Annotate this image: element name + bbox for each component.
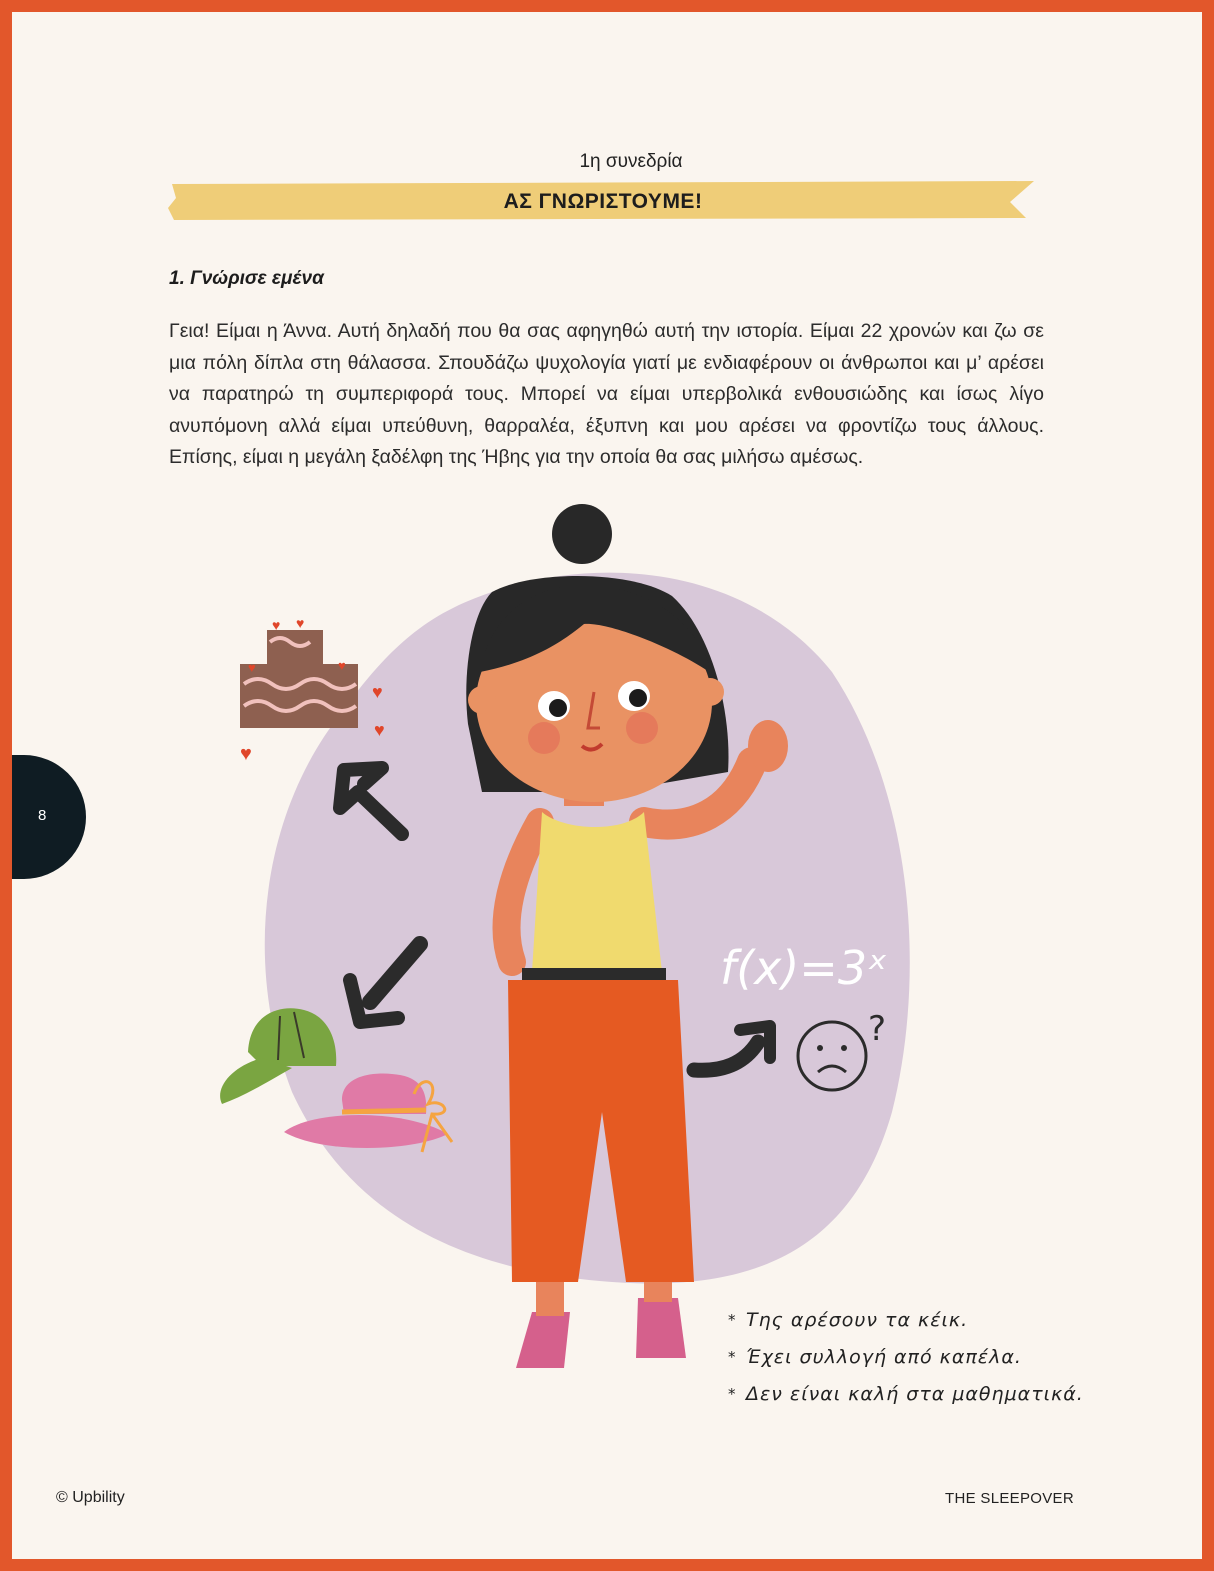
svg-text:♥: ♥ bbox=[240, 743, 252, 765]
session-label: 1η συνεδρία bbox=[579, 151, 683, 172]
fact-item bbox=[728, 1302, 1084, 1339]
svg-text:♥: ♥ bbox=[372, 682, 383, 702]
fact-bullet: * bbox=[728, 1385, 737, 1403]
section-heading: 1. Γνώρισε εμένα bbox=[169, 268, 324, 289]
facts-list bbox=[728, 1302, 1084, 1413]
svg-text:♥: ♥ bbox=[296, 615, 305, 631]
footer-title: THE SLEEPOVER bbox=[945, 1490, 1074, 1507]
fact-text: Της αρέσουν τα κέικ. bbox=[746, 1309, 969, 1331]
footer-copyright: © Upbility bbox=[56, 1489, 125, 1506]
page-number-tab bbox=[12, 755, 86, 879]
fact-bullet: * bbox=[728, 1348, 737, 1366]
svg-text:♥: ♥ bbox=[248, 660, 256, 675]
fact-text: Έχει συλλογή από καπέλα. bbox=[746, 1346, 1022, 1368]
question-mark: ? bbox=[868, 1009, 887, 1049]
fact-item bbox=[728, 1376, 1084, 1413]
svg-text:♥: ♥ bbox=[272, 617, 281, 633]
title-banner bbox=[168, 178, 1038, 222]
svg-text:♥: ♥ bbox=[374, 720, 385, 740]
fact-item bbox=[728, 1339, 1084, 1376]
svg-text:♥: ♥ bbox=[338, 658, 346, 673]
page bbox=[12, 12, 1202, 1559]
anna-illustration bbox=[192, 492, 1072, 1392]
fact-bullet: * bbox=[728, 1311, 737, 1329]
fact-text: Δεν είναι καλή στα μαθηματικά. bbox=[746, 1383, 1084, 1405]
intro-paragraph: Γεια! Είμαι η Άννα. Αυτή δηλαδή που θα σας αφηγηθώ αυτή την ιστορία. Είμαι 22 χρονών και ζω σε μια πόλη δίπλα στη θάλασσα. Σπουδάζω ψυχολογία γιατί με ενδιαφέρουν οι άνθρωποι και μ’ αρέσει να παρατηρώ τη συμπεριφορά τους. Μπορεί να είμαι υπερβολικά ενθουσιώδης και ίσως λίγο ανυπόμονη αλλά είμαι υπεύθυνη, θαρραλέα, έξυπνη και μου αρέσει να φροντίζω τους άλλους. Επίσης, είμαι η μεγάλη ξαδέλφη της Ήβης για την οποία θα σας μιλήσω αμέσως. bbox=[169, 320, 1044, 468]
math-equation: f(x)=3ˣ bbox=[720, 941, 888, 995]
page-number: 8 bbox=[38, 807, 47, 824]
banner-title: ΑΣ ΓΝΩΡΙΣΤΟΥΜΕ! bbox=[503, 190, 703, 213]
